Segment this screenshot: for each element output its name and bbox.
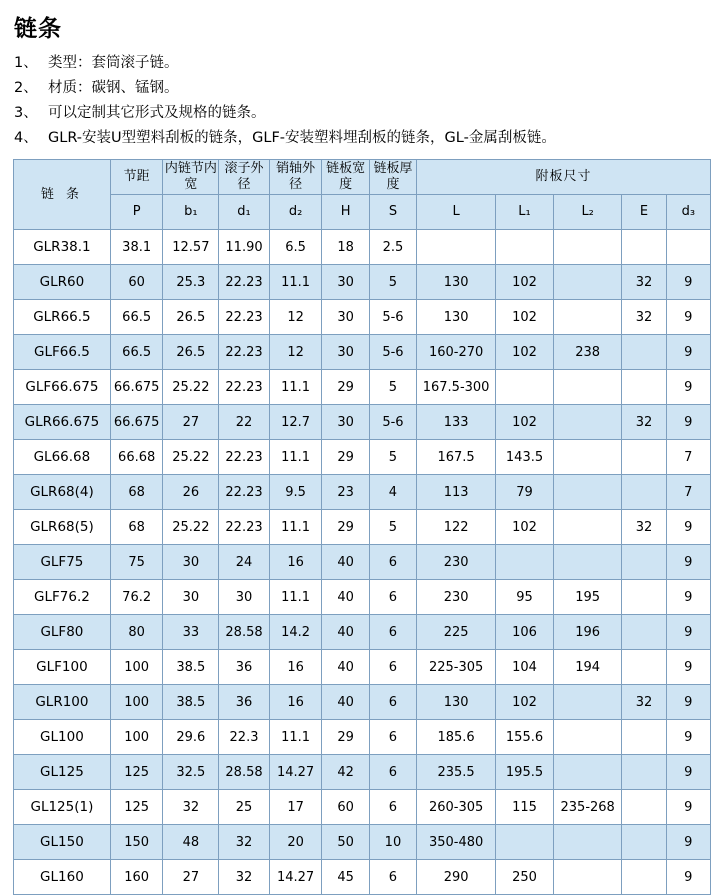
symbol-L2: L₂ [553,195,621,230]
symbol-b1: b₁ [163,195,219,230]
note-number: 2、 [14,80,38,96]
cell-L1: 195.5 [496,755,554,790]
table-row [14,790,711,825]
cell-S: 10 [369,825,416,860]
cell-d3: 9 [666,615,710,650]
cell-L1: 102 [496,685,554,720]
cell-d1: 36 [219,650,270,685]
cell-d2: 11.1 [269,720,322,755]
cell-b1: 32 [163,790,219,825]
cell-L: 260-305 [417,790,496,825]
cell-S: 4 [369,475,416,510]
cell-b1: 25.22 [163,440,219,475]
cell-H: 50 [322,825,369,860]
cell-L2 [553,230,621,265]
table-row [14,440,711,475]
cell-b1: 32.5 [163,755,219,790]
cell-L1: 102 [496,510,554,545]
note-text: GLR-安装U型塑料刮板的链条，GLF-安装塑料埋刮板的链条，GL-金属刮板链。 [48,130,556,146]
cell-E: 32 [622,510,666,545]
cell-E [622,440,666,475]
cell-chain-name: GLF66.675 [14,370,111,405]
cell-b1: 38.5 [163,685,219,720]
table-row [14,685,711,720]
table-row [14,650,711,685]
cell-d1: 22 [219,405,270,440]
cell-E [622,790,666,825]
cell-E [622,860,666,895]
cell-d3 [666,230,710,265]
table-row [14,405,711,440]
cell-b1: 25.22 [163,370,219,405]
cell-S: 6 [369,860,416,895]
cell-d3: 9 [666,545,710,580]
cell-chain-name: GLR66.5 [14,300,111,335]
cell-L2: 195 [553,580,621,615]
cell-b1: 48 [163,825,219,860]
cell-S: 6 [369,790,416,825]
cell-chain-name: GL150 [14,825,111,860]
cell-b1: 26.5 [163,335,219,370]
cell-L: 130 [417,300,496,335]
cell-L2 [553,545,621,580]
cell-d1: 36 [219,685,270,720]
symbol-S: S [369,195,416,230]
cell-d2: 12 [269,300,322,335]
table-header [14,160,711,230]
cell-P: 38.1 [110,230,163,265]
cell-chain-name: GLR38.1 [14,230,111,265]
table-row [14,370,711,405]
header-plate-thickness: 链板厚度 [369,160,416,195]
cell-H: 45 [322,860,369,895]
cell-S: 5 [369,440,416,475]
cell-d1: 28.58 [219,755,270,790]
cell-S: 5-6 [369,335,416,370]
table-row [14,825,711,860]
cell-S: 6 [369,650,416,685]
cell-H: 29 [322,510,369,545]
cell-b1: 25.3 [163,265,219,300]
cell-L1: 115 [496,790,554,825]
cell-d2: 11.1 [269,370,322,405]
cell-L: 230 [417,545,496,580]
cell-d3: 9 [666,860,710,895]
cell-P: 150 [110,825,163,860]
cell-H: 30 [322,335,369,370]
header-roller-dia: 滚子外径 [219,160,270,195]
symbol-L: L [417,195,496,230]
cell-d1: 22.23 [219,370,270,405]
cell-L2 [553,475,621,510]
cell-L1: 155.6 [496,720,554,755]
note-text: 材质：碳钢、锰钢。 [48,80,179,96]
cell-L2 [553,755,621,790]
cell-d2: 12 [269,335,322,370]
cell-H: 30 [322,405,369,440]
cell-E [622,650,666,685]
cell-d1: 24 [219,545,270,580]
header-inner-width: 内链节内宽 [163,160,219,195]
cell-H: 30 [322,265,369,300]
cell-H: 18 [322,230,369,265]
cell-d1: 22.23 [219,440,270,475]
table-row [14,300,711,335]
cell-L: 230 [417,580,496,615]
cell-S: 6 [369,545,416,580]
cell-d1: 22.23 [219,475,270,510]
cell-L2: 196 [553,615,621,650]
cell-d1: 28.58 [219,615,270,650]
cell-L [417,230,496,265]
cell-d3: 7 [666,475,710,510]
cell-b1: 30 [163,580,219,615]
header-row-symbols [14,195,711,230]
cell-d2: 16 [269,685,322,720]
cell-chain-name: GLF66.5 [14,335,111,370]
table-body [14,230,711,895]
cell-E [622,720,666,755]
cell-d2: 14.2 [269,615,322,650]
cell-P: 66.5 [110,335,163,370]
cell-L: 225-305 [417,650,496,685]
cell-P: 100 [110,720,163,755]
cell-L1 [496,545,554,580]
cell-d2: 6.5 [269,230,322,265]
cell-E [622,580,666,615]
cell-P: 66.675 [110,405,163,440]
cell-H: 29 [322,440,369,475]
cell-H: 42 [322,755,369,790]
cell-chain-name: GLR68(5) [14,510,111,545]
cell-d3: 9 [666,405,710,440]
cell-E [622,755,666,790]
cell-P: 68 [110,475,163,510]
symbol-H: H [322,195,369,230]
cell-d2: 14.27 [269,860,322,895]
cell-d3: 9 [666,580,710,615]
cell-d2: 20 [269,825,322,860]
cell-S: 5-6 [369,300,416,335]
cell-L: 113 [417,475,496,510]
cell-L: 185.6 [417,720,496,755]
table-row [14,265,711,300]
cell-d3: 9 [666,265,710,300]
cell-L1: 106 [496,615,554,650]
cell-E [622,475,666,510]
cell-L2 [553,860,621,895]
cell-P: 100 [110,685,163,720]
cell-P: 76.2 [110,580,163,615]
cell-chain-name: GL66.68 [14,440,111,475]
cell-P: 75 [110,545,163,580]
cell-S: 5 [369,370,416,405]
cell-d2: 16 [269,650,322,685]
note-number: 4、 [14,130,38,146]
header-pin-dia: 销轴外径 [269,160,322,195]
symbol-E: E [622,195,666,230]
cell-b1: 26 [163,475,219,510]
cell-S: 5-6 [369,405,416,440]
cell-E: 32 [622,685,666,720]
cell-d2: 11.1 [269,510,322,545]
cell-d3: 7 [666,440,710,475]
table-row [14,510,711,545]
cell-L: 290 [417,860,496,895]
cell-L: 350-480 [417,825,496,860]
cell-H: 29 [322,720,369,755]
cell-L: 167.5 [417,440,496,475]
cell-E: 32 [622,265,666,300]
cell-L2 [553,720,621,755]
cell-S: 6 [369,615,416,650]
cell-L2: 238 [553,335,621,370]
cell-P: 60 [110,265,163,300]
note-item [14,78,710,99]
cell-E [622,615,666,650]
cell-d2: 11.1 [269,580,322,615]
cell-L1: 95 [496,580,554,615]
cell-d1: 22.23 [219,335,270,370]
cell-chain-name: GLF100 [14,650,111,685]
cell-P: 66.5 [110,300,163,335]
cell-chain-name: GLR66.675 [14,405,111,440]
cell-P: 66.675 [110,370,163,405]
cell-L1 [496,370,554,405]
cell-L: 160-270 [417,335,496,370]
table-row [14,580,711,615]
cell-d3: 9 [666,300,710,335]
cell-chain-name: GLF75 [14,545,111,580]
cell-d3: 9 [666,510,710,545]
cell-chain-name: GL125 [14,755,111,790]
cell-d3: 9 [666,370,710,405]
cell-L: 225 [417,615,496,650]
table-row [14,860,711,895]
cell-d2: 12.7 [269,405,322,440]
note-item [14,53,710,74]
cell-chain-name: GLR68(4) [14,475,111,510]
cell-P: 125 [110,755,163,790]
cell-L2 [553,440,621,475]
cell-d1: 11.90 [219,230,270,265]
cell-S: 6 [369,580,416,615]
cell-E: 32 [622,300,666,335]
table-row [14,475,711,510]
cell-L2: 235-268 [553,790,621,825]
cell-L1: 102 [496,405,554,440]
cell-d2: 14.27 [269,755,322,790]
cell-E [622,230,666,265]
cell-L2 [553,300,621,335]
cell-H: 30 [322,300,369,335]
cell-b1: 33 [163,615,219,650]
table-row [14,615,711,650]
cell-d1: 30 [219,580,270,615]
cell-d1: 22.23 [219,265,270,300]
cell-d3: 9 [666,685,710,720]
header-row-names [14,160,711,195]
cell-b1: 25.22 [163,510,219,545]
cell-H: 40 [322,545,369,580]
cell-b1: 12.57 [163,230,219,265]
cell-S: 6 [369,755,416,790]
cell-L2 [553,370,621,405]
header-plate-width: 链板宽度 [322,160,369,195]
cell-d3: 9 [666,335,710,370]
cell-chain-name: GLR60 [14,265,111,300]
cell-L1 [496,825,554,860]
cell-b1: 27 [163,405,219,440]
cell-d3: 9 [666,790,710,825]
cell-d2: 9.5 [269,475,322,510]
cell-H: 40 [322,615,369,650]
cell-d2: 11.1 [269,265,322,300]
cell-L: 133 [417,405,496,440]
cell-chain-name: GL160 [14,860,111,895]
cell-d3: 9 [666,755,710,790]
page-title: 链条 [14,16,62,42]
cell-b1: 29.6 [163,720,219,755]
cell-L2: 194 [553,650,621,685]
cell-L2 [553,510,621,545]
cell-d3: 9 [666,650,710,685]
cell-d2: 17 [269,790,322,825]
note-number: 1、 [14,55,38,71]
cell-H: 40 [322,650,369,685]
cell-P: 125 [110,790,163,825]
note-text: 可以定制其它形式及规格的链条。 [48,105,266,121]
cell-L: 122 [417,510,496,545]
cell-L1: 102 [496,265,554,300]
note-item [14,128,710,149]
cell-L2 [553,685,621,720]
table-row [14,230,711,265]
cell-d2: 16 [269,545,322,580]
table-row [14,720,711,755]
table-row [14,755,711,790]
cell-chain-name: GLF80 [14,615,111,650]
cell-chain-name: GL100 [14,720,111,755]
symbol-d2: d₂ [269,195,322,230]
cell-L1 [496,230,554,265]
cell-L: 167.5-300 [417,370,496,405]
cell-L: 235.5 [417,755,496,790]
cell-L: 130 [417,685,496,720]
header-pitch: 节距 [110,160,163,195]
cell-S: 5 [369,510,416,545]
table-row [14,545,711,580]
cell-E [622,825,666,860]
cell-H: 40 [322,580,369,615]
cell-b1: 38.5 [163,650,219,685]
cell-E: 32 [622,405,666,440]
cell-P: 80 [110,615,163,650]
cell-chain-name: GLR100 [14,685,111,720]
header-attachment-size: 附板尺寸 [417,160,711,195]
cell-L: 130 [417,265,496,300]
cell-H: 23 [322,475,369,510]
cell-b1: 26.5 [163,300,219,335]
note-text: 类型：套筒滚子链。 [48,55,179,71]
cell-E [622,545,666,580]
note-item [14,103,710,124]
cell-chain-name: GL125(1) [14,790,111,825]
cell-d3: 9 [666,825,710,860]
cell-S: 6 [369,720,416,755]
cell-b1: 30 [163,545,219,580]
cell-d3: 9 [666,720,710,755]
symbol-d1: d₁ [219,195,270,230]
symbol-P: P [110,195,163,230]
cell-L1: 79 [496,475,554,510]
note-number: 3、 [14,105,38,121]
cell-P: 100 [110,650,163,685]
cell-E [622,370,666,405]
cell-d1: 22.3 [219,720,270,755]
cell-H: 60 [322,790,369,825]
cell-L2 [553,825,621,860]
cell-L2 [553,405,621,440]
cell-d1: 25 [219,790,270,825]
cell-H: 40 [322,685,369,720]
cell-E [622,335,666,370]
cell-L1: 250 [496,860,554,895]
cell-P: 68 [110,510,163,545]
cell-S: 5 [369,265,416,300]
cell-d1: 32 [219,860,270,895]
header-chain: 链 条 [14,160,111,230]
cell-d2: 11.1 [269,440,322,475]
symbol-L1: L₁ [496,195,554,230]
cell-S: 2.5 [369,230,416,265]
cell-S: 6 [369,685,416,720]
notes-list [14,53,710,149]
cell-L1: 102 [496,335,554,370]
cell-L2 [553,265,621,300]
cell-d1: 22.23 [219,510,270,545]
cell-P: 160 [110,860,163,895]
cell-L1: 104 [496,650,554,685]
cell-b1: 27 [163,860,219,895]
cell-chain-name: GLF76.2 [14,580,111,615]
cell-d1: 22.23 [219,300,270,335]
cell-L1: 143.5 [496,440,554,475]
table-row [14,335,711,370]
cell-H: 29 [322,370,369,405]
cell-P: 66.68 [110,440,163,475]
cell-L1: 102 [496,300,554,335]
cell-d1: 32 [219,825,270,860]
symbol-d3: d₃ [666,195,710,230]
chain-spec-table [13,159,711,895]
